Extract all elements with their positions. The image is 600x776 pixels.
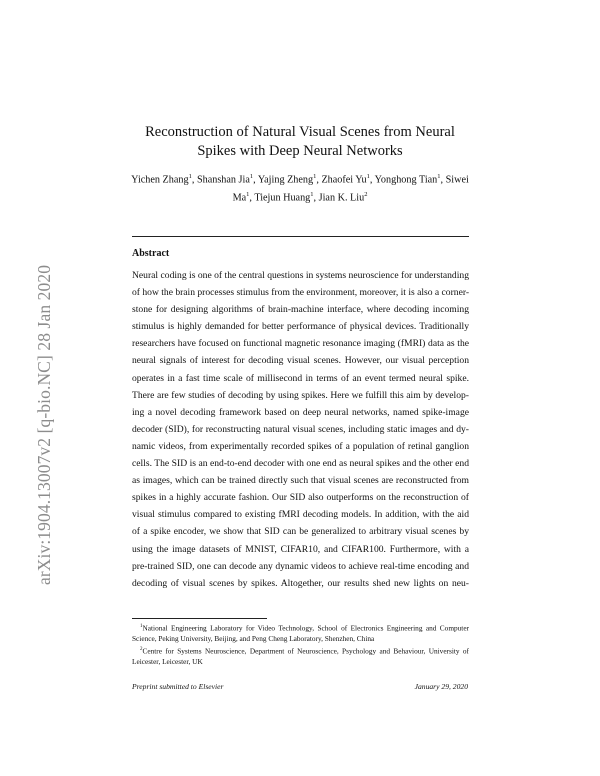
- author-name: Jian K. Liu: [318, 192, 365, 204]
- author-name: Yajing Zheng: [257, 174, 314, 186]
- abstract-line: cells. The SID is an end-to-end decoder with one end as neural spikes and the other end: [132, 458, 469, 470]
- footnote-text: Centre for Systems Neuroscience, Department of Neuroscience, Psychology and Behaviour, University of Leicester, Leicester, UK: [132, 646, 469, 666]
- author-name: Tiejun Huang: [254, 192, 311, 204]
- footnote: [132, 622, 469, 645]
- abstract-body: [132, 267, 469, 592]
- abstract-line: stimulus is highly demanded for better performance of physical devices. Traditionally: [132, 321, 469, 333]
- arxiv-identifier: arXiv:1904.13007v2 [q-bio.NC] 28 Jan 2020: [34, 264, 54, 585]
- footnote: [132, 645, 469, 668]
- abstract-top-rule: [132, 236, 469, 237]
- title-line-2: Spikes with Deep Neural Networks: [197, 143, 403, 159]
- author-name: Shanshan Jia: [196, 174, 250, 186]
- abstract-line: spikes in a highly accurate fashion. Our SID also outperforms on the reconstruction of: [132, 492, 469, 504]
- abstract-line: decoder (SID), for reconstructing natural visual scenes, including static images and dy-: [132, 423, 469, 435]
- abstract-line: neural signals of interest for decoding visual scenes. However, our visual perception: [132, 355, 469, 367]
- abstract-line: ing a novel decoding framework based on deep neural networks, named spike-image: [132, 406, 469, 418]
- author-name: Siwei Ma: [232, 174, 469, 204]
- author-affiliation-mark: 1: [310, 190, 314, 198]
- author-name: Yonghong Tian: [374, 174, 438, 186]
- abstract-line: There are few studies of decoding by using spikes. Here we fulfill this aim by develop-: [132, 389, 469, 401]
- footnote-mark: 2: [140, 646, 143, 652]
- author-name: Yichen Zhang: [131, 174, 189, 186]
- footnote-text: National Engineering Laboratory for Video Technology, School of Electronics Engineering and Computer Science, Peking University, Beijing, and Peng Cheng Laboratory, Shenzhen, China: [132, 623, 469, 644]
- author-affiliation-mark: 1: [437, 173, 441, 180]
- title-line-1: Reconstruction of Natural Visual Scenes from Neural: [145, 124, 455, 140]
- abstract-line: of how the brain processes stimulus from the environment, moreover, it is also a corner-: [132, 287, 470, 299]
- author-list: Yichen Zhang$^1$, Shanshan Jia$^1$, Yajing Zheng$^1$, Zhaofei Yu$^1$, Yonghong Tian$^1$, Siwei Ma$^1$, Tiejun Huang$^1$, Jian K. Liu$^2$: [131, 173, 469, 204]
- abstract-line: decoding of visual scenes by spikes. Altogether, our results shed new lights on neu-: [132, 577, 469, 589]
- abstract-line: namic videos, from experimentally recorded spikes of a population of retinal ganglion: [132, 440, 469, 452]
- footnote-mark: 1: [140, 624, 143, 629]
- abstract-line: operates in a fast time scale of millisecond in terms of an event termed neural spike.: [132, 372, 469, 384]
- abstract-line: visual stimulus compared to existing fMRI decoding models. In addition, with the aid: [132, 509, 469, 521]
- footnotes: [132, 622, 469, 667]
- footnote-rule: [132, 618, 267, 619]
- abstract-line: using the image datasets of MNIST, CIFAR10, and CIFAR100. Furthermore, with a: [132, 543, 469, 555]
- author-name: Zhaofei Yu: [321, 174, 367, 186]
- author-affiliation-mark: 1: [249, 173, 254, 180]
- abstract-line: of a spike encoder, we show that SID can be generalized to arbitrary visual scenes by: [132, 526, 469, 538]
- abstract-line: stone for designing algorithms of brain-machine interface, where decoding incoming: [132, 304, 469, 316]
- abstract-line: researchers have focused on functional magnetic resonance imaging (fMRI) data as the: [132, 338, 469, 350]
- author-affiliation-mark: 1: [313, 173, 317, 180]
- author-affiliation-mark: 2: [364, 190, 368, 198]
- preprint-note: Preprint submitted to Elsevier: [132, 682, 224, 691]
- abstract-line: Neural coding is one of the central questions in systems neuroscience for understanding: [132, 270, 469, 281]
- author-affiliation-mark: 1: [188, 173, 192, 180]
- author-affiliation-mark: 1: [366, 173, 370, 180]
- paper-title: [130, 123, 470, 161]
- submission-date: January 29, 2020: [414, 682, 468, 691]
- abstract-heading: Abstract: [132, 248, 170, 259]
- abstract-line: as images, which can be trained directly such that visual scenes are reconstructed from: [132, 475, 469, 487]
- abstract-line: pre-trained SID, one can decode any dynamic videos to achieve real-time encoding and: [132, 560, 469, 572]
- author-affiliation-mark: 1: [246, 190, 250, 198]
